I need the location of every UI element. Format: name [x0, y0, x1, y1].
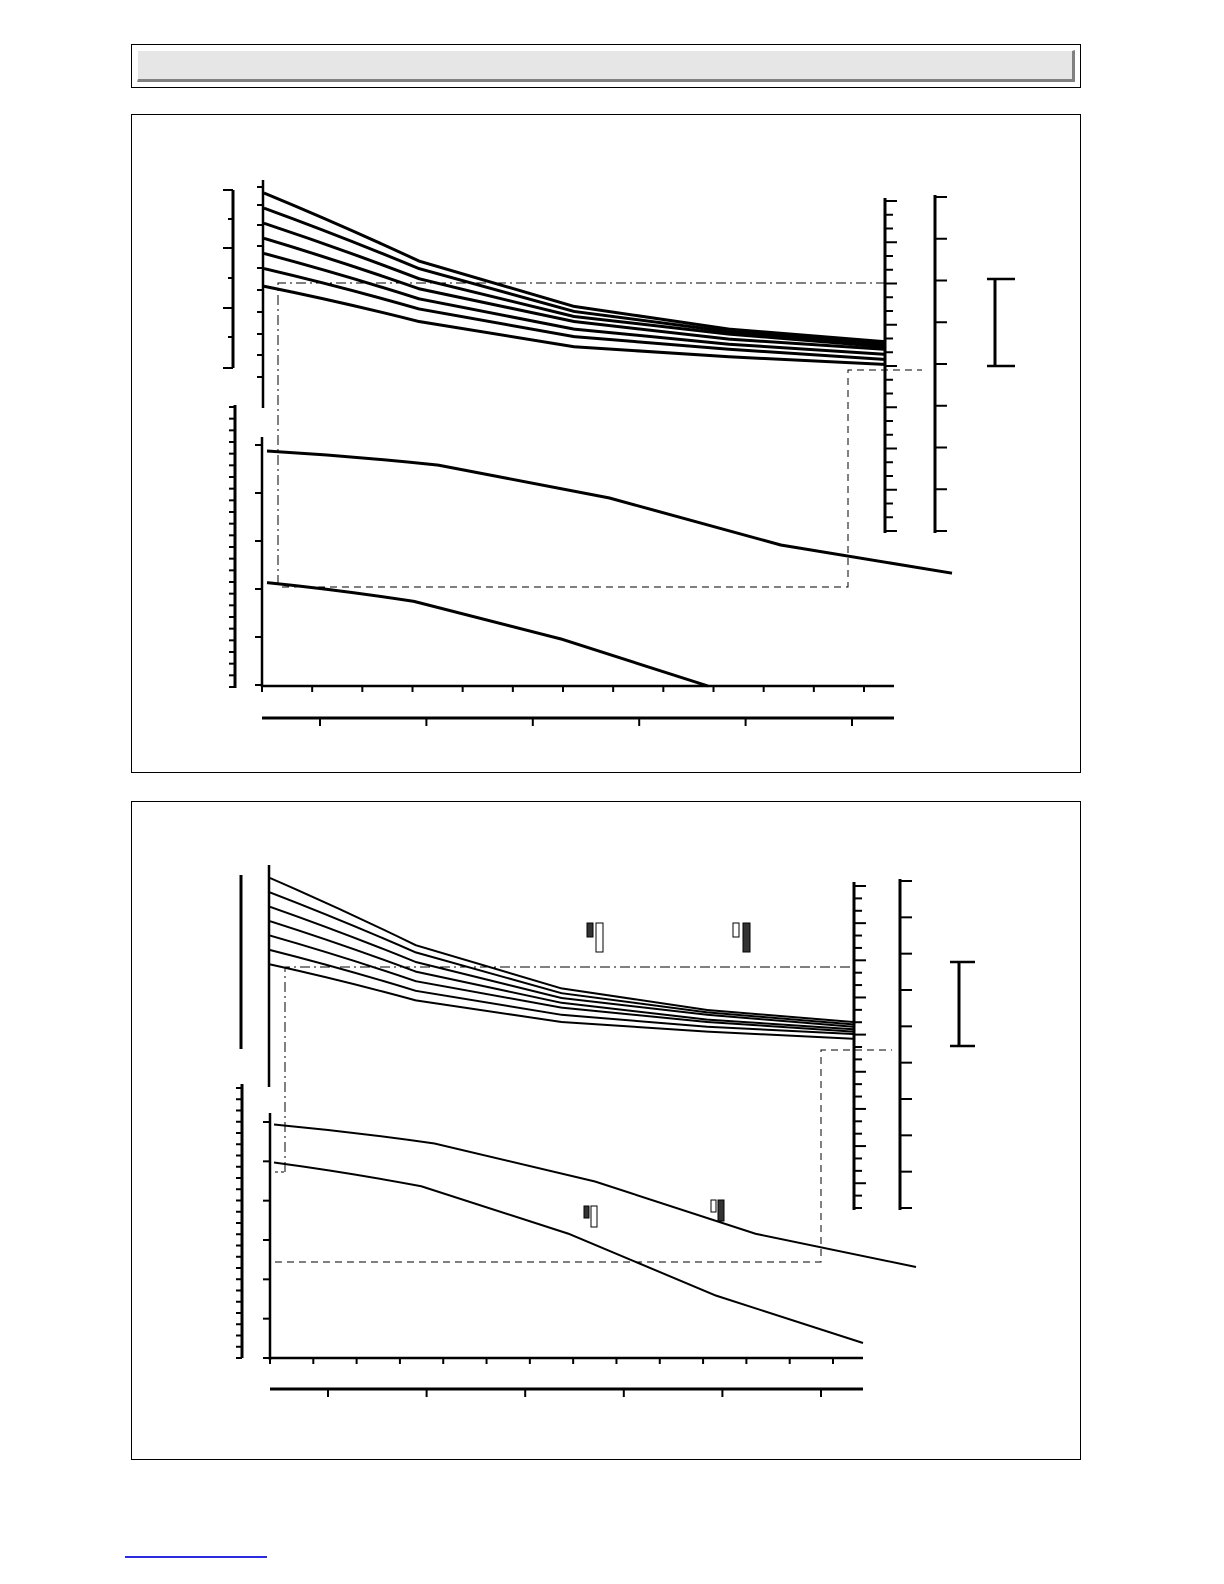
marker-filled: [584, 1206, 589, 1218]
chart-panel-2: [131, 801, 1081, 1460]
marker-open: [711, 1200, 716, 1212]
marker-group: [584, 923, 750, 1227]
marker-filled: [743, 923, 750, 952]
series-line-curve-2: [264, 208, 884, 344]
title-bar: [131, 44, 1081, 88]
series-line-lower-curve-2: [267, 583, 708, 686]
chart-1-svg: [132, 115, 1082, 774]
marker-open: [591, 1206, 597, 1227]
marker-open: [733, 923, 739, 937]
chart-panel-1: [131, 114, 1081, 773]
series-line-curve-4: [270, 921, 853, 1029]
footer-link-underline[interactable]: [125, 1556, 267, 1558]
series-line-lower-curve-2: [274, 1163, 863, 1344]
title-bar-inner: [137, 50, 1075, 82]
series-line-curve-7: [270, 964, 853, 1038]
guide-dashed: [282, 370, 922, 587]
guide-dashed: [275, 1050, 892, 1262]
series-line-lower-curve-1: [267, 451, 952, 573]
marker-filled: [718, 1200, 724, 1221]
marker-filled: [587, 923, 593, 937]
series-line-curve-2: [270, 892, 853, 1024]
chart-2-svg: [132, 802, 1082, 1461]
marker-open: [596, 923, 603, 952]
guide-dashdot: [278, 283, 885, 585]
guide-dashdot: [285, 967, 854, 1172]
